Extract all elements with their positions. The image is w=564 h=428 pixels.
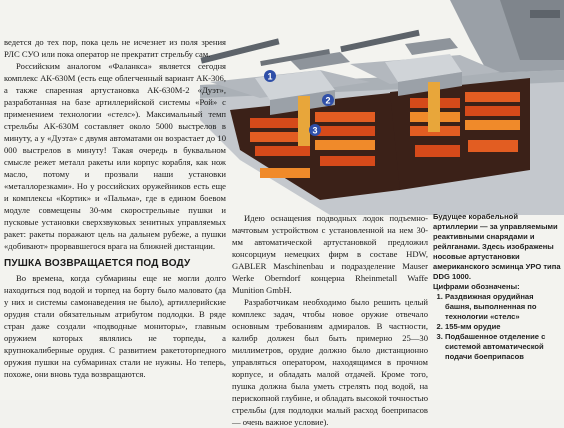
- section-heading: ПУШКА ВОЗВРАЩАЕТСЯ ПОД ВОДУ: [4, 258, 191, 269]
- ammo-hoist-rear: [428, 82, 440, 132]
- left-text-column: [4, 36, 226, 380]
- badge-3: [309, 124, 321, 136]
- paragraph: Российским аналогом «Фаланкса» является сегодня комплекс АК-630М (есть еще облегченный вариант АК-306, а также спаренная артустановка АК-630М-2 «Дуэт», разработанная на базе артиллерийской системы «Рой» с применением технологии «стелс»). Максимальный темп стрельбы АК-630М составляет около 5000 выстрелов в минуту, а у «Дуэта» с двумя автоматами он возрастает до 10 000 выстрелов в минуту! Такая очередь в буквальном смысле режет металл ракеты или корпус корабля, как нож масло, потому и прозвали наши установки «металлорезками». Но у российских оружейников есть еще и комплексы «Кортик» и «Пальма», где в едином боевом модуле совмещены 30-мм скорострельные пушки и пусковые установки сверхзвуковых зенитных управляемых ракет: ракеты поражают цель на дальнем рубеже, а пушки «добивают» прорвавшегося врага на ближней дистанции.: [4, 61, 226, 251]
- caption-item: 2. 155-мм орудие: [445, 322, 561, 332]
- paragraph: Во времена, когда субмарины еще не могли долго находиться под водой и торпед на борту было маловато (да у них и системы самонаведения не было), артиллерийские орудия стали обязательным атрибутом подлодки. В ряде стран даже создали «подводные мониторы», главным оружием которых являлись не торпеды, а крупнокалиберные орудия. С развитием ракетоторпедного оружия пушки на субмаринах стали не нужны. Но теперь, похоже, они вновь туда возвращаются.: [4, 273, 226, 379]
- badge-1: [264, 70, 276, 82]
- caption-list: [433, 292, 561, 362]
- ammo-hoist-front: [298, 96, 310, 146]
- caption-intro: Будущее корабельной артиллерии — за управляемыми реактивными снарядами и рейлганами. Здесь изображены носовые артустановки американского эсминца УРО типа DDG 1000.: [433, 212, 561, 281]
- badge-2: [322, 94, 334, 106]
- badge-3-label: 3: [312, 125, 318, 136]
- middle-text-column: [232, 212, 428, 428]
- paragraph: Разработчикам необходимо было решить целый комплекс задач, чтобы новое оружие отвечало основным требованиям адмиралов. В частности, калибр должен был быть примерно 25—30 миллиметров, орудие должно было дистанционно управляться оператором, находящимся в прочном корпусе, и обладать малой отдачей. Кроме того, пушка должна была уметь стрелять под водой, на перископной глубине, и обладать высокой точностью стрельбы (для подлодки малый расход боеприпасов — очень важное условие).: [232, 297, 428, 427]
- caption-item: 1. Раздвижная орудийная башня, выполненная по технологии «стелс»: [445, 292, 561, 322]
- paragraph: ведется до тех пор, пока цель не исчезнет из поля зрения РЛС СУО или пока оператор не прекратит стрельбу сам.: [4, 37, 226, 59]
- caption-list-title: Цифрами обозначены:: [433, 282, 520, 291]
- badge-1-label: 1: [267, 71, 273, 82]
- paragraph: Идею оснащения подводных лодок подъемно-мачтовым устройством с установленной на нем 30-мм автоматической артустановкой предложил консорциум немецких фирм в составе HDW, GABLER Maschinenbau и подразделение Mauser Werke Oberndorf концерна Rheinmetall Waffe Munition GmbH.: [232, 213, 428, 295]
- ship-cutaway-illustration: [200, 0, 564, 215]
- badge-2-label: 2: [325, 95, 331, 106]
- illustration-caption: [433, 212, 561, 362]
- caption-item: 3. Подбашенное отделение с системой автоматической подачи боеприпасов: [445, 332, 561, 362]
